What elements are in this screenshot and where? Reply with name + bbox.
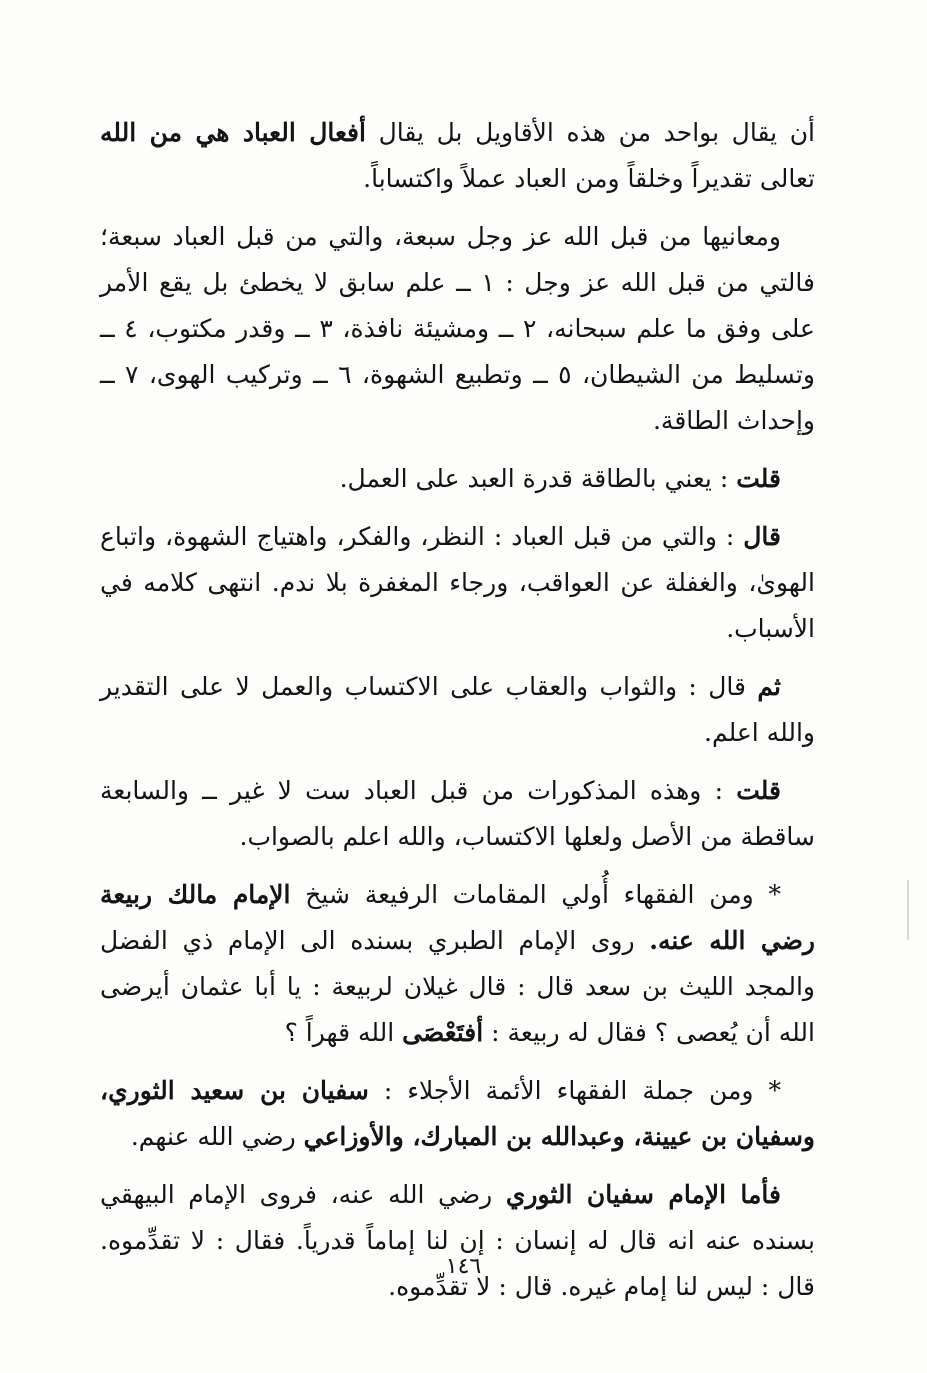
page-number: ١٤٦ (445, 1254, 482, 1279)
text-segment: رضي الله عنه، فروى الإمام البيهقي بسنده عنه انه قال له إنسان : إن لنا إماماً قدرياً. فقال : لا تقدِّموه. قال : ليس لنا إمام غيره. قال : لا تقدِّموه. (100, 1180, 815, 1301)
text-segment: تعالى تقديراً وخلقاً ومن العباد عملاً واكتساباً. (363, 164, 815, 193)
paragraph (100, 872, 815, 1056)
bold-text-segment: قلت (736, 464, 781, 493)
bold-text-segment: فأما الإمام سفيان الثوري (505, 1180, 782, 1209)
text-segment: : يعني بالطاقة قدرة العبد على العمل. (339, 464, 737, 493)
bold-text-segment: قال (743, 522, 781, 551)
text-segment: * ومن الفقهاء أُولي المقامات الرفيعة شيخ (290, 880, 781, 909)
text-segment: : وهذه المذكورات من قبل العباد ست لا غير ــ والسابعة ساقطة من الأصل ولعلها الاكتساب، والله اعلم بالصواب. (100, 776, 815, 851)
text-segment: الله قهراً ؟ (284, 1018, 403, 1047)
bold-text-segment: سفيان بن سعيد الثوري، وسفيان بن عيينة، وعبدالله بن المبارك، والأوزاعي (100, 1076, 815, 1151)
text-segment: روى الإمام الطبري بسنده الى الإمام ذي الفضل والمجد الليث بن سعد قال : قال غيلان لربيعة : يا أبا عثمان أيرضى الله أن يُعصى ؟ فقال له ربيعة : (100, 926, 815, 1047)
bold-text-segment: أفعال العباد هي من الله (100, 118, 366, 147)
bold-text-segment: أفتَعْصَى (402, 1018, 484, 1047)
paragraph (100, 214, 815, 444)
paragraph (100, 110, 815, 202)
page-edge-mark (907, 880, 909, 940)
paragraph (100, 456, 815, 502)
bold-text-segment: ثم (757, 672, 781, 701)
text-segment: قال : والثواب والعقاب على الاكتساب والعمل لا على التقدير والله اعلم. (100, 672, 815, 747)
paragraph (100, 1172, 815, 1310)
bold-text-segment: الإمام مالك ربيعة رضي الله عنه. (100, 880, 815, 955)
text-segment: : والتي من قبل العباد : النظر، والفكر، واهتياج الشهوة، واتباع الهوىٰ، والغفلة عن العواقب، ورجاء المغفرة بلا ندم. انتهى كلامه في الأسباب. (100, 522, 815, 643)
page-text-block (100, 110, 815, 1322)
paragraph (100, 664, 815, 756)
text-segment: * ومن جملة الفقهاء الأئمة الأجلاء : (368, 1076, 781, 1105)
paragraph (100, 768, 815, 860)
paragraph (100, 514, 815, 652)
text-segment: رضي الله عنهم. (130, 1122, 304, 1151)
bold-text-segment: قلت (736, 776, 781, 805)
text-segment: أن يقال بواحد من هذه الأقاويل بل يقال (365, 118, 815, 147)
text-segment: ومعانيها من قبل الله عز وجل سبعة، والتي من قبل العباد سبعة؛ فالتي من قبل الله عز وجل : ١ ــ علم سابق لا يخطئ بل يقع الأمر على وفق ما علم سبحانه، ٢ ــ ومشيئة نافذة، ٣ ــ وقدر مكتوب، ٤ ــ وتسليط من الشيطان، ٥ ــ وتطبيع الشهوة، ٦ ــ وتركيب الهوى، ٧ ــ وإحداث الطاقة. (100, 222, 815, 435)
paragraph (100, 1068, 815, 1160)
